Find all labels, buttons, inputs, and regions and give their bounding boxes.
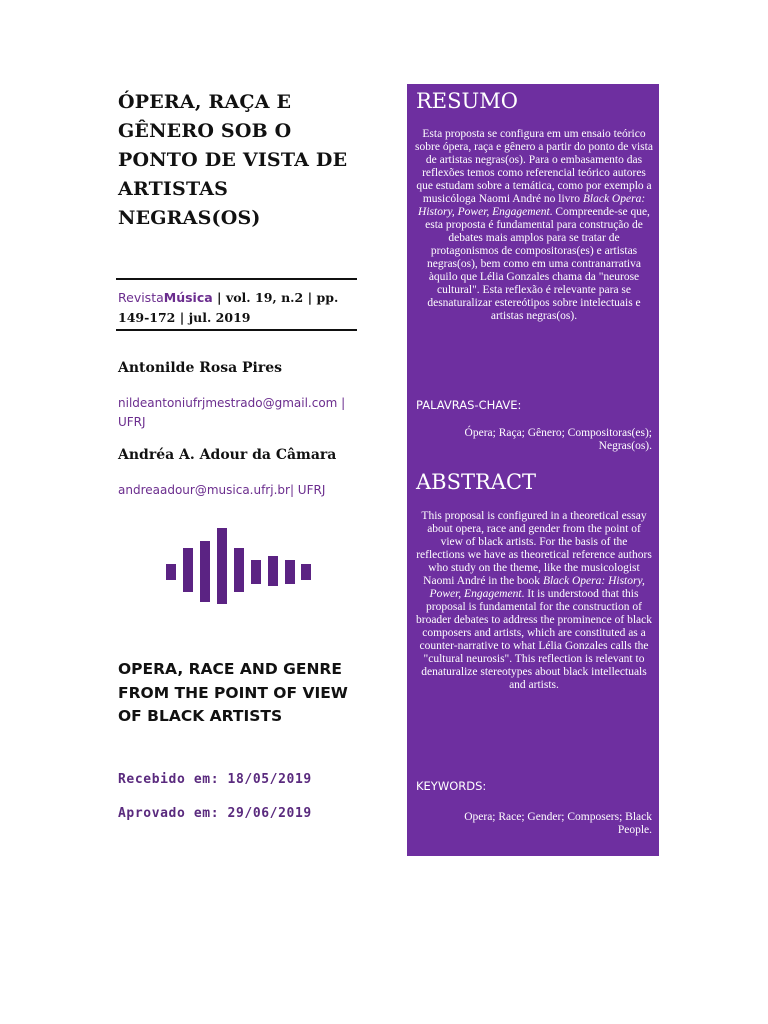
journal-name-part2: Música	[163, 290, 213, 305]
resumo-book-title: Black Opera: History, Power, Engagement	[418, 193, 646, 218]
citation-details: | vol. 19, n.2 | pp. 149-172 | jul. 2019	[118, 290, 339, 325]
sound-wave-icon	[166, 528, 312, 604]
abstract-keywords-label: KEYWORDS:	[416, 779, 487, 793]
abstract-keywords: Opera; Race; Gender; Composers; Black People.	[464, 811, 652, 836]
resumo-keywords: Ópera; Raça; Gênero; Compositoras(es); Negras(os).	[464, 427, 652, 452]
resumo-heading: RESUMO	[416, 89, 518, 113]
author-name: Antonilde Rosa Pires	[118, 360, 283, 376]
author-name: Andréa A. Adour da Câmara	[118, 447, 337, 463]
journal-citation	[118, 288, 358, 328]
author-email[interactable]: nildeantoniufrjmestrado@gmail.com | UFRJ	[118, 396, 346, 429]
abstract-heading: ABSTRACT	[416, 470, 537, 494]
author-email[interactable]: andreaadour@musica.ufrj.br| UFRJ	[118, 483, 326, 497]
abstract-text: This proposal is configured in a theoretical essay about opera, race and gender from the point of view of black artists. For the basis of the reflections we have as theoretical reference authors who study on the theme, like the musicologist Naomi André in the book Black Opera: History, Power, Engagement. It is understood that this proposal is fundamental for the construction of broader debates to address the prominence of black composers and artists, which are constituted as a counter-narrative to what Lélia Gonzales calls the "cultural neurosis". This reflection is relevant to denaturalize stereotypes about black intellectuals and artists.	[416, 510, 652, 691]
article-title-en: OPERA, RACE AND GENRE FROM THE POINT OF VIEW OF BLACK ARTISTS	[118, 660, 348, 725]
article-title-pt: ÓPERA, RAÇA E GÊNERO SOB O PONTO DE VISTA DE ARTISTAS NEGRAS(OS)	[118, 91, 348, 229]
abstract-book-title: Black Opera: History, Power, Engagement	[429, 575, 645, 600]
journal-name-part1: Revista	[118, 290, 164, 305]
abstract-panel	[407, 84, 659, 856]
approved-date: Aprovado em: 29/06/2019	[118, 806, 312, 821]
divider-top	[116, 278, 357, 280]
divider-bottom	[116, 329, 357, 331]
received-date: Recebido em: 18/05/2019	[118, 772, 312, 787]
resumo-keywords-label: PALAVRAS-CHAVE:	[416, 398, 522, 412]
resumo-text: Esta proposta se configura em um ensaio teórico sobre ópera, raça e gênero a partir do ponto de vista de artistas negras(os). Para o embasamento das reflexões temos como referencial teórico autores que estudam sobre a temática, como por exemplo a musicóloga Naomi André no livro Black Opera: History, Power, Engagement. Compreende-se que, esta proposta é fundamental para construção de debates mais amplos para se tratar de protagonismos de compositoras(es) e artistas negras(os), bem como em uma contranarrativa àquilo que Lélia Gonzales chama da "neurose cultural". Esta reflexão é relevante para se desnaturalizar estereótipos sobre intelectuais e artistas negras(os).	[415, 128, 653, 322]
